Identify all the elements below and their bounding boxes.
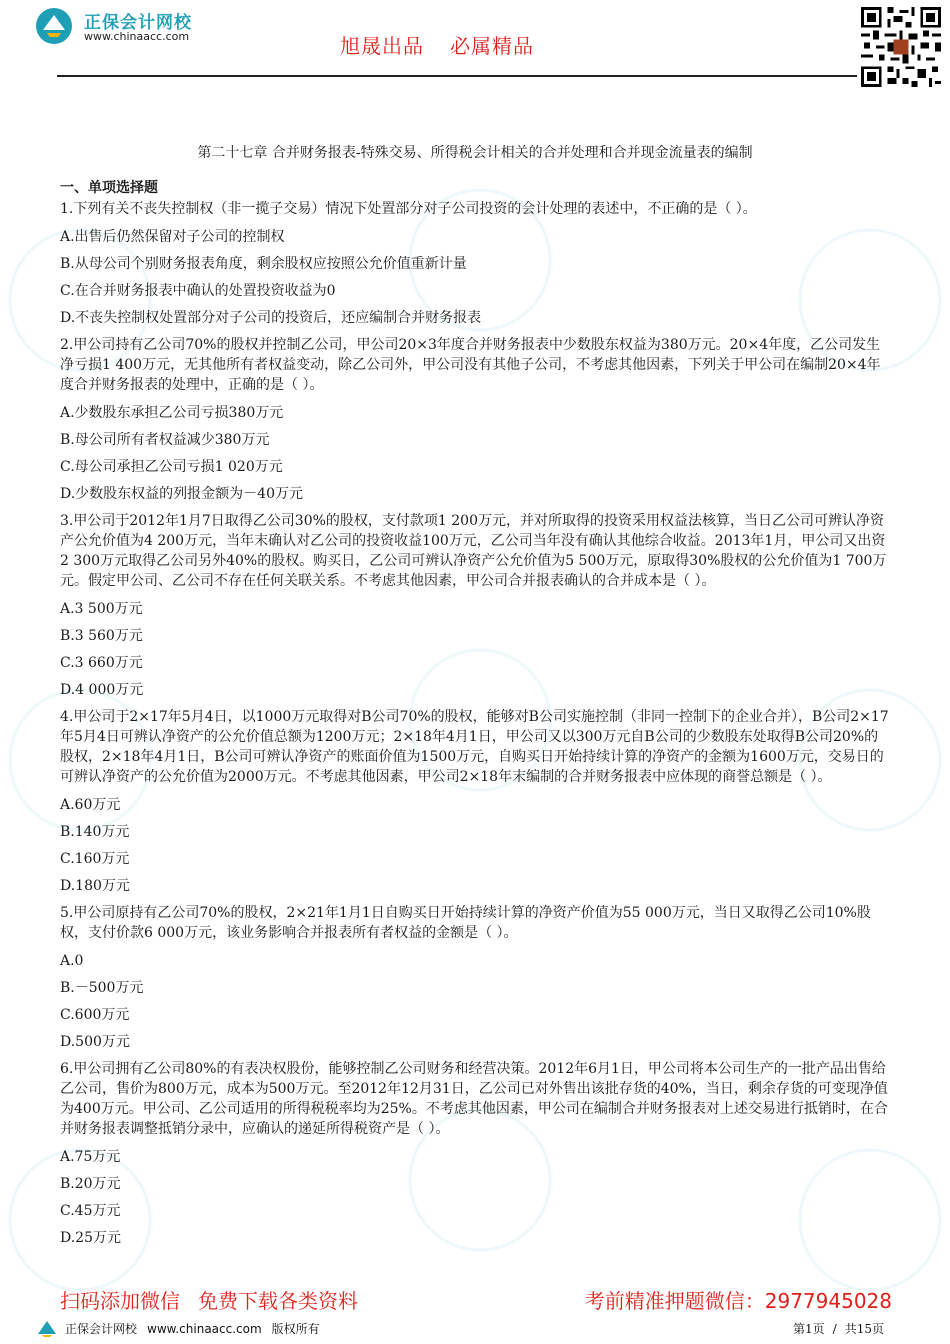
option-d: D.不丧失控制权处置部分对子公司的投资后，还应编制合并财务报表 (60, 310, 482, 326)
question-stem: 3.甲公司于2012年1月7日取得乙公司30%的股权，支付款项1 200万元，并对所取得的投资采用权益法核算，当日乙公司可辨认净资产公允价值为4 200万元，当年末确认对乙公司的投资收益100万元，乙公司当年没有确认其他综合收益。2013年1月，甲公司又出资2 300万元取得乙公司另外40%的股权。购买日，乙公司可辨认净资产公允价值为5 500万元，原取得30%股权的公允价值为1 700万元。假定甲公司、乙公司不存在任何关联关系。不考虑其他因素，甲公司合并报表确认的合并成本是（ ）。 (60, 513, 887, 589)
question-stem: 5.甲公司原持有乙公司70%的股权，2×21年1月1日自购买日开始持续计算的净资产价值为55 000万元，当日又取得乙公司10%股权，支付价款6 000万元，该业务影响合并报表所有者权益的金额是（ ）。 (60, 905, 871, 941)
chinaacc-logo-icon (36, 1318, 58, 1338)
option-d: D.4 000万元 (60, 682, 144, 698)
section-heading: 一、单项选择题 (60, 180, 158, 196)
header-divider (57, 75, 857, 77)
footer-copyright (65, 1320, 330, 1337)
question-stem: 1.下列有关不丧失控制权（非一揽子交易）情况下处置部分对子公司投资的会计处理的表述中，不正确的是（ ）。 (60, 201, 757, 217)
question (60, 903, 890, 1052)
option-b: B.140万元 (60, 824, 130, 840)
option-c: C.160万元 (60, 851, 130, 867)
promo-download: 免费下载各类资料 (198, 1289, 358, 1313)
question (60, 707, 890, 896)
option-d: D.25万元 (60, 1230, 121, 1246)
option-b: B.3 560万元 (60, 628, 143, 644)
option-b: B.20万元 (60, 1176, 121, 1192)
question (60, 335, 890, 504)
copyright-brand: 正保会计网校 (65, 1322, 138, 1336)
page-total: 共15页 (844, 1322, 884, 1336)
option-c: C.母公司承担乙公司亏损1 020万元 (60, 459, 283, 475)
promo-scan: 扫码添加微信 (60, 1289, 180, 1313)
header-slogan (340, 30, 560, 59)
page-current: 第1页 (793, 1322, 825, 1336)
document-body (60, 143, 890, 1255)
chapter-title: 第二十七章 合并财务报表-特殊交易、所得税会计相关的合并处理和合并现金流量表的编制 (197, 145, 753, 161)
option-c: C.45万元 (60, 1203, 121, 1219)
option-b: B.从母公司个别财务报表角度，剩余股权应按照公允价值重新计量 (60, 256, 467, 272)
slogan-part: 旭晟出品 (340, 34, 424, 58)
question (60, 199, 890, 328)
option-d: D.少数股东权益的列报金额为－40万元 (60, 486, 303, 502)
copyright-text: 版权所有 (271, 1322, 320, 1336)
option-a: A.少数股东承担乙公司亏损380万元 (60, 405, 284, 421)
page-indicator (785, 1320, 884, 1337)
option-c: C.在合并财务报表中确认的处置投资收益为0 (60, 283, 336, 299)
question (60, 1059, 890, 1248)
question (60, 511, 890, 700)
option-a: A.75万元 (60, 1149, 121, 1165)
option-a: A.60万元 (60, 797, 121, 813)
page-sep: / (832, 1322, 837, 1336)
brand-logo[interactable] (34, 6, 234, 46)
option-d: D.500万元 (60, 1034, 130, 1050)
question-stem: 2.甲公司持有乙公司70%的股权并控制乙公司，甲公司20×3年度合并财务报表中少数股东权益为380万元。20×4年度，乙公司发生净亏损1 400万元，无其他所有者权益变动，除乙公司外，甲公司没有其他子公司，不考虑其他因素，下列关于甲公司在编制20×4年度合并财务报表的处理中，正确的是（ ）。 (60, 337, 881, 393)
option-c: C.600万元 (60, 1007, 130, 1023)
option-c: C.3 660万元 (60, 655, 143, 671)
option-a: A.3 500万元 (60, 601, 143, 617)
copyright-url[interactable]: www.chinaacc.com (147, 1322, 262, 1336)
option-b: B.－500万元 (60, 980, 144, 996)
brand-url: www.chinaacc.com (84, 30, 190, 43)
option-b: B.母公司所有者权益减少380万元 (60, 432, 270, 448)
qr-code-icon[interactable] (858, 4, 944, 90)
chinaacc-logo-icon (34, 6, 74, 46)
option-d: D.180万元 (60, 878, 130, 894)
slogan-part: 必属精品 (450, 34, 534, 58)
option-a: A.0 (60, 953, 84, 969)
option-a: A.出售后仍然保留对子公司的控制权 (60, 229, 285, 245)
question-stem: 4.甲公司于2×17年5月4日，以1000万元取得对B公司70%的股权，能够对B公司实施控制（非同一控制下的企业合并），B公司2×17年5月4日可辨认净资产的公允价值总额为1200万元；2×18年4月1日，甲公司又以300万元自B公司的少数股东处取得B公司20%的股权，2×18年4月1日，B公司可辨认净资产的账面价值为1500万元，自购买日开始持续计算的净资产的金额为1600万元，交易日的可辨认净资产的公允价值为2000万元。不考虑其他因素，甲公司2×18年末编制的合并财务报表中应体现的商誉总额是（ ）。 (60, 709, 889, 785)
brand-name: 正保会计网校 (84, 13, 192, 33)
footer-wechat: 考前精准押题微信：2977945028 (584, 1289, 892, 1313)
footer-promo (60, 1285, 358, 1314)
question-stem: 6.甲公司拥有乙公司80%的有表决权股份，能够控制乙公司财务和经营决策。2012年6月1日，甲公司将本公司生产的一批产品出售给乙公司，售价为800万元，成本为500万元。至2012年12月31日，乙公司已对外售出该批存货的40%，当日，剩余存货的可变现净值为400万元。甲公司、乙公司适用的所得税税率均为25%。不考虑其他因素，甲公司在编制合并财务报表对上述交易进行抵销时，在合并财务报表调整抵销分录中，应确认的递延所得税资产是（ ）。 (60, 1061, 888, 1137)
